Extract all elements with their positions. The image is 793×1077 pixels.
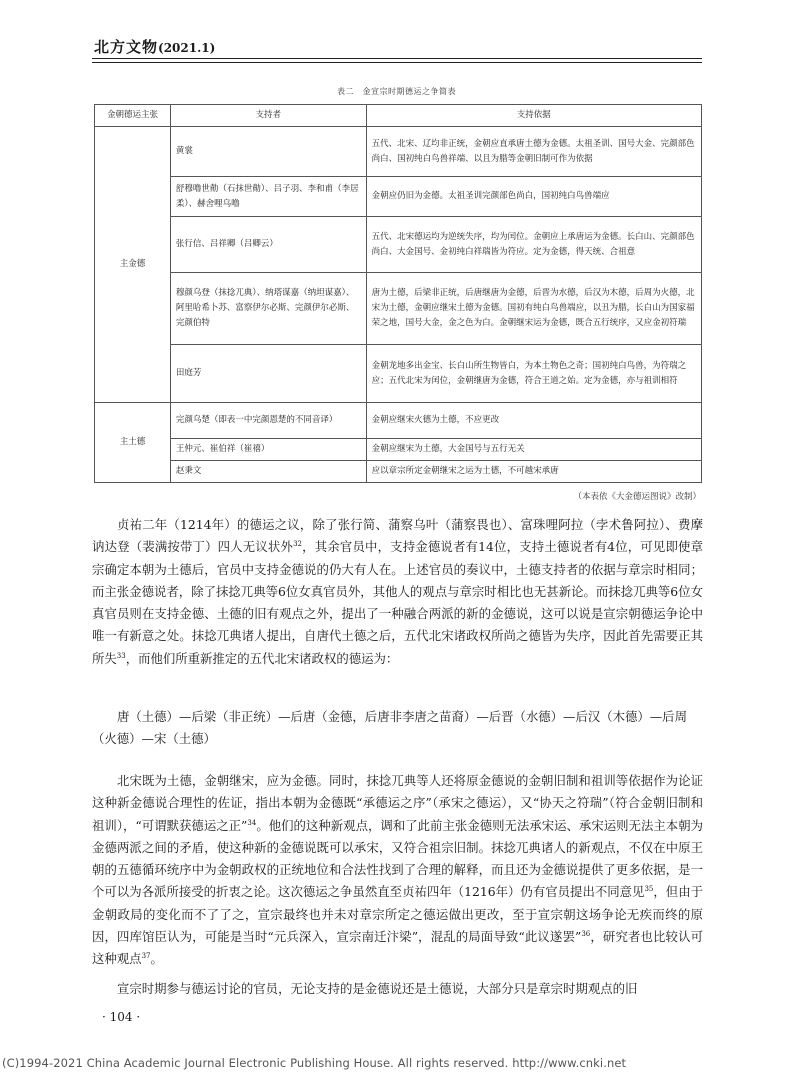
copyright-footer: (C)1994-2021 China Academic Journal Electronic Publishing House. All rights reserved. http://www.cnki.net: [2, 1056, 627, 1070]
supporters-cell: 田庭芳: [170, 345, 366, 403]
table-row: [95, 345, 702, 403]
footnote-ref-37: 37: [141, 952, 151, 961]
table-row: [95, 461, 702, 483]
footnote-ref-32: 32: [293, 540, 302, 549]
footnote-ref-35: 35: [644, 885, 654, 894]
basis-cell: 金朝龙地多出金宝、长白山所生物皆白，为本土物色之奇；国初纯白鸟兽，为符瑞之应；五代北宋为闰位，金朝继唐为金德，符合王道之始。定为金德，亦与祖训相符: [366, 345, 701, 403]
table-row: [95, 439, 702, 461]
supporters-cell: 张行信、吕祥卿（吕卿云）: [170, 217, 366, 273]
paragraph-1-text-a: 贞祐二年（1214年）的德运之议，除了张行简、蒲察乌叶（蒲察畏也）、富珠哩阿拉（孛术鲁阿拉）、费摩讷达登（裴满按带丁）四人无议状外: [92, 517, 703, 555]
table-row: [95, 177, 702, 217]
footnote-ref-34: 34: [247, 818, 257, 827]
basis-cell: 五代、北宋、辽均非正统，金朝应直承唐土德为金德。太祖圣训、国号大金、完颜部色尚白、国初纯白鸟兽祥端、以且为腊等金朝旧制可作为依据: [366, 127, 701, 177]
basis-cell: 金朝应仍旧为金德。太祖圣训完颜部色尚白，国初纯白鸟兽端应: [366, 177, 701, 217]
header-supporters: 支持者: [170, 105, 366, 127]
header-rule-top: [92, 58, 702, 59]
journal-title: 北方文物: [94, 38, 159, 56]
supporters-cell: 舒穆噜世勣（石抹世勣）、吕子羽、李和甫（李居柔）、赫舍哩乌噜: [170, 177, 366, 217]
supporters-cell: 穆颜乌登（抹捻兀典）、纳塔谋嘉（纳坦谋嘉）、阿里哈希卜苏、富察伊尔必斯、完颜伊尔必斯、完颜伯特: [170, 273, 366, 345]
supporters-cell: 赵秉文: [170, 461, 366, 483]
paragraph-2-text-c: ，但由于金朝政局的变化而不了了之，宣宗最终也并未对章宗所定之德运做出更改，至于宣宗朝这场争论无疾而终的原因，四库馆臣认为，可能是当时“元兵深入，宣宗南迁汴梁”，混乱的局面导致“此议遂罢”: [92, 884, 704, 945]
paragraph-2: [92, 770, 703, 971]
header-rule-bottom: [92, 62, 702, 63]
table-row: [95, 273, 702, 345]
table-source-note: （本表依《大金德运图说》改制）: [573, 492, 701, 502]
paragraph-2-text-e: 。: [150, 951, 163, 967]
basis-cell: 唐为土德，后梁非正统，后唐继唐为金德，后晋为水德，后汉为木德，后周为火德，北宋为土德，金朝应继宋土德为金德。国初有纯白鸟兽端应，以丑为腊，长白山为国家福荣之地，国号大金，金之色为白。金朝继宋运为金德，既合五行统序，又应金初符瑞: [366, 273, 701, 345]
basis-cell: 应以章宗所定金朝继宋之运为土德，不可越宋承唐: [366, 461, 701, 483]
journal-issue: (2021.1): [158, 41, 216, 55]
basis-cell: 五代、北宋德运均为逆统失序，均为闰位。金朝应上承唐运为金德。长白山、完颜部色尚白、大金国号、金初纯白祥瑞皆为符应。定为金德，得天统、合祖意: [366, 217, 701, 273]
paragraph-1-text-c: ，而他们所重新推定的五代北宋诸政权的德运为：: [125, 650, 399, 666]
table-row: [95, 403, 702, 439]
page-number: · 104 ·: [102, 1010, 141, 1024]
basis-cell: 金朝应继宋为土德，大金国号与五行无关: [366, 439, 701, 461]
supporters-cell: 完颜乌楚（即表一中完颜恩楚的不同音译）: [170, 403, 366, 439]
supporters-cell: 王仲元、崔伯祥（崔禧）: [170, 439, 366, 461]
table-row: [95, 127, 702, 177]
header-basis: 支持依据: [366, 105, 701, 127]
paragraph-3: 宣宗时期参与德运讨论的官员，无论支持的是金德说还是土德说，大部分只是章宗时期观点的旧: [117, 981, 638, 996]
paragraph-2-text-a: 北宋既为土德，金朝继宋，应为金德。同时，抹捻兀典等人还将原金德说的金朝旧制和祖训等依据作为论证这种新金德说合理性的佐证，指出本朝为金德既“承德运之序”（承宋之德运），又“协天之符瑞”（符合金朝旧制和祖训），“可谓默获德运之正”: [92, 773, 703, 833]
paragraph-2-text-b: 。他们的这种新观点，调和了此前主张金德则无法承宋运、承宋运则无法主本朝为金德两派之间的矛盾，使这种新的金德说既可以承宋，又符合祖宗旧制。抹捻兀典诸人的新观点，不仅在中原王朝的五德循环统序中为金朝政权的正统地位和合法性找到了合理的解释，而且还为金德说提供了更多依据，是一个可以为各派所接受的折衷之论。这次德运之争虽然直至贞祐四年（1216年）仍有官员提出不同意见: [92, 817, 703, 900]
dynasty-lineage: 唐（土德）—后梁（非正统）—后唐（金德，后唐非李唐之苗裔）—后晋（水德）—后汉（木德）—后周（火德）—宋（土德）: [92, 709, 687, 747]
claim-cell-metal: 主金德: [95, 127, 171, 403]
debate-table: [94, 104, 702, 483]
running-head: [94, 36, 215, 57]
footnote-ref-36: 36: [581, 929, 591, 938]
table-header-row: [95, 105, 702, 127]
claim-cell-earth: 主土德: [95, 403, 171, 483]
basis-cell: 金朝应继宋火德为土德，不应更改: [366, 403, 701, 439]
paragraph-1-text-b: ，其余官员中，支持金德说者有14位，支持土德说者有4位，可见即使章宗确定本朝为土德后，官员中支持金德说的仍大有人在。上述官员的奏议中，土德支持者的依据与章宗时相同；而主张金德说者，除了抹捻兀典等6位女真官员外，其他人的观点与章宗时相比也无甚新论。而抹捻兀典等6位女真官员则在支持金德、土德的旧有观点之外，提出了一种融合两派的新的金德说，这可以说是宣宗朝德运争论中唯一有新意之处。抹捻兀典诸人提出，自唐代土德之后，五代北宋诸政权所尚之德皆为失序，因此首先需要正其所失: [92, 539, 704, 666]
paragraph-1: [92, 514, 703, 670]
table-caption: 表二 金宣宗时期德运之争简表: [337, 87, 456, 96]
footnote-ref-33: 33: [116, 651, 126, 660]
supporters-cell: 黄裳: [170, 127, 366, 177]
table-row: [95, 217, 702, 273]
paragraph-2-text-d: ，研究者也比较认可这种观点: [92, 929, 704, 967]
header-claim: 金朝德运主张: [95, 105, 171, 127]
